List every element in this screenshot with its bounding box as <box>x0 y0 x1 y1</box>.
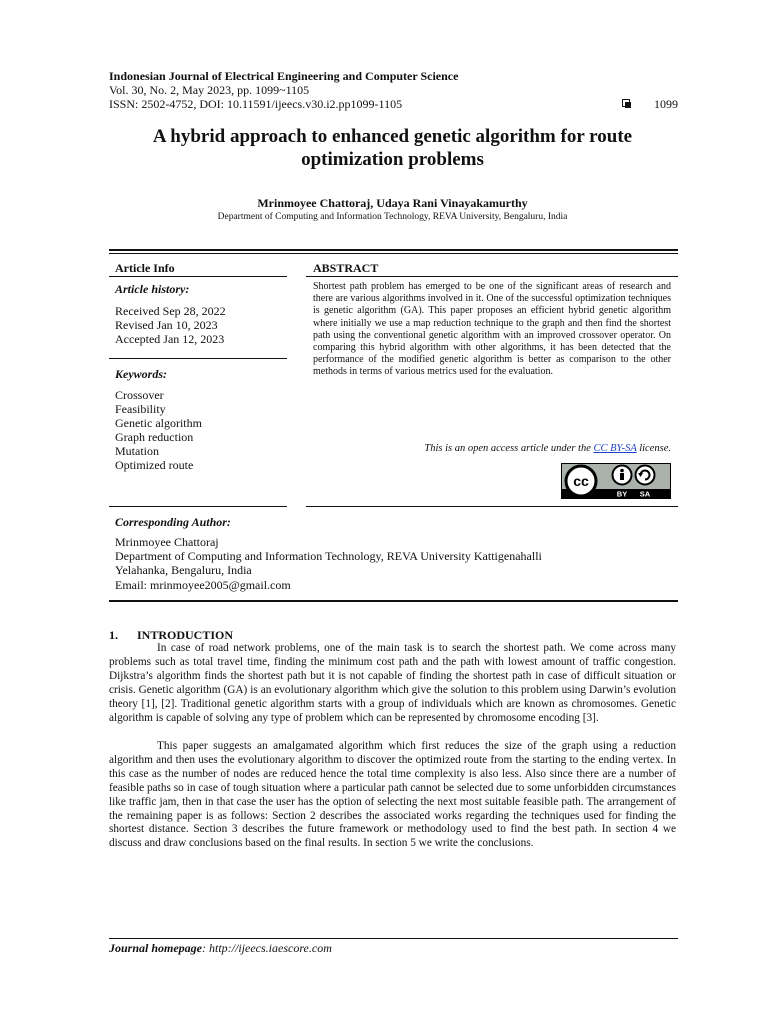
revised-date: Revised Jan 10, 2023 <box>115 318 218 332</box>
keyword-item: Genetic algorithm <box>115 416 202 430</box>
author-affiliation: Department of Computing and Information Technology, REVA University, Bengaluru, India <box>217 212 568 222</box>
intro-paragraph-1-text: In case of road network problems, one of the main task is to search the shortest path. We come across many problems such as total travel time, finding the minimum cost path and the path with lowest amount of traffic congestion. Dijkstra’s algorithm finds the shortest path but it is not capable of finding the shortest path in case of difficult situation or crisis. Genetic algorithm (GA) is an evolutionary algorithm which give the solution to this problem using Darwin’s evolution theory [1], [2]. Traditional genetic algorithm starts with a group of individuals which are known as chromosomes. Genetic algorithm is capable of solving any type of problem which can be represented by chromosome encoding [3]. <box>109 642 676 724</box>
keywords-label: Keywords: <box>115 367 167 381</box>
keyword-item: Optimized route <box>115 458 194 472</box>
paper-title-line-1: A hybrid approach to enhanced genetic algorithm for route <box>152 126 633 147</box>
cc-by-sa-logo <box>561 463 671 499</box>
paper-title <box>100 125 685 171</box>
keywords-rule <box>109 358 287 359</box>
abstract-heading: ABSTRACT <box>313 261 379 275</box>
badge-by-label: BY <box>616 489 628 499</box>
top-rule-thin <box>109 253 678 254</box>
paper-authors: Mrinmoyee Chattoraj, Udaya Rani Vinayakamurthy <box>257 196 528 210</box>
abstract-text: Shortest path problem has emerged to be one of the significant areas of research and there are various algorithms involved in it. One of the successful optimization techniques is genetic algorithm (GA). This paper proposes an efficient hybrid genetic algorithm where initially we use a map reduction technique to the graph and then find the shortest path using the conventional genetic algorithm with an improved crossover operator. On comparing this hybrid algorithm with other algorithms, it has been detected that the performance of the modified genetic algorithm is better as comparison to the other methods in terms of various metrics used for the evaluation. <box>313 281 671 378</box>
abstract-bottom-rule <box>306 506 678 507</box>
paper-title-line-2: optimization problems <box>301 149 484 170</box>
journal-name: Indonesian Journal of Electrical Engineering and Computer Science <box>109 69 459 83</box>
section-title: INTRODUCTION <box>137 628 234 642</box>
page-number: 1099 <box>654 97 678 111</box>
section-heading-introduction <box>109 628 233 643</box>
svg-text:cc: cc <box>573 473 589 489</box>
corresponding-author-name: Mrinmoyee Chattoraj <box>115 535 219 549</box>
journal-issn-doi: ISSN: 2502-4752, DOI: 10.11591/ijeecs.v30.i2.pp1099-1105 <box>109 97 403 111</box>
journal-volume: Vol. 30, No. 2, May 2023, pp. 1099~1105 <box>109 83 310 97</box>
article-history <box>115 304 226 346</box>
journal-homepage <box>109 941 332 956</box>
license-suffix: license. <box>636 443 671 454</box>
license-note <box>340 443 671 454</box>
cc-by-sa-link[interactable]: CC BY-SA <box>593 443 637 454</box>
article-history-label: Article history: <box>115 282 190 296</box>
badge-sa-label: SA <box>639 489 651 499</box>
section-number: 1. <box>109 628 118 642</box>
keyword-item: Graph reduction <box>115 430 194 444</box>
corresponding-bottom-rule <box>109 600 678 602</box>
footer-rule <box>109 938 678 939</box>
intro-paragraph-2-text: This paper suggests an amalgamated algorithm which first reduces the size of the graph using a reduction algorithm and then uses the evolutionary algorithm to discover the optimized route from the starting to the ending vertex. In this case as the number of nodes are reduced hence the total time complexity is also less. Also since there are a number of feasible paths so in case of tough situation where a particular path cannot be selected due to some unforbidden circumstances like traffic jam, then in that case the user has the option of selecting the next most suitable feasible path. The arrangement of the remaining paper is as follows: Section 2 describes the associated works regarding the techniques used for finding the shortest distance. Section 3 describes the future framework or methodology used to find the best path. In section 4 we discuss and draw conclusions based on the final results. In section 5 we write the conclusions. <box>109 740 676 850</box>
abstract-rule <box>306 276 678 277</box>
accepted-date: Accepted Jan 12, 2023 <box>115 332 225 346</box>
journal-homepage-url[interactable]: : http://ijeecs.iaescore.com <box>202 941 332 955</box>
top-rule <box>109 249 678 251</box>
info-bottom-rule <box>109 506 287 507</box>
intro-paragraph-1 <box>109 642 676 725</box>
keyword-item: Crossover <box>115 388 164 402</box>
corresponding-author-details <box>115 535 675 592</box>
keyword-item: Feasibility <box>115 402 166 416</box>
keyword-item: Mutation <box>115 444 159 458</box>
cc-by-sa-badge[interactable] <box>561 463 671 499</box>
article-info-heading: Article Info <box>115 261 175 275</box>
article-info-rule <box>109 276 287 277</box>
corresponding-author-email[interactable]: Email: mrinmoyee2005@gmail.com <box>115 577 291 592</box>
square-bullet-icon <box>622 99 630 107</box>
corresponding-author-label: Corresponding Author: <box>115 515 231 529</box>
corresponding-author-dept: Department of Computing and Information Technology, REVA University Kattigenahalli <box>115 549 542 564</box>
license-prefix: This is an open access article under the <box>424 443 594 454</box>
keywords-list <box>115 388 202 472</box>
journal-homepage-label: Journal homepage <box>109 941 203 955</box>
intro-paragraph-2 <box>109 740 676 851</box>
corresponding-author-city: Yelahanka, Bengaluru, India <box>115 563 252 578</box>
received-date: Received Sep 28, 2022 <box>115 304 226 318</box>
